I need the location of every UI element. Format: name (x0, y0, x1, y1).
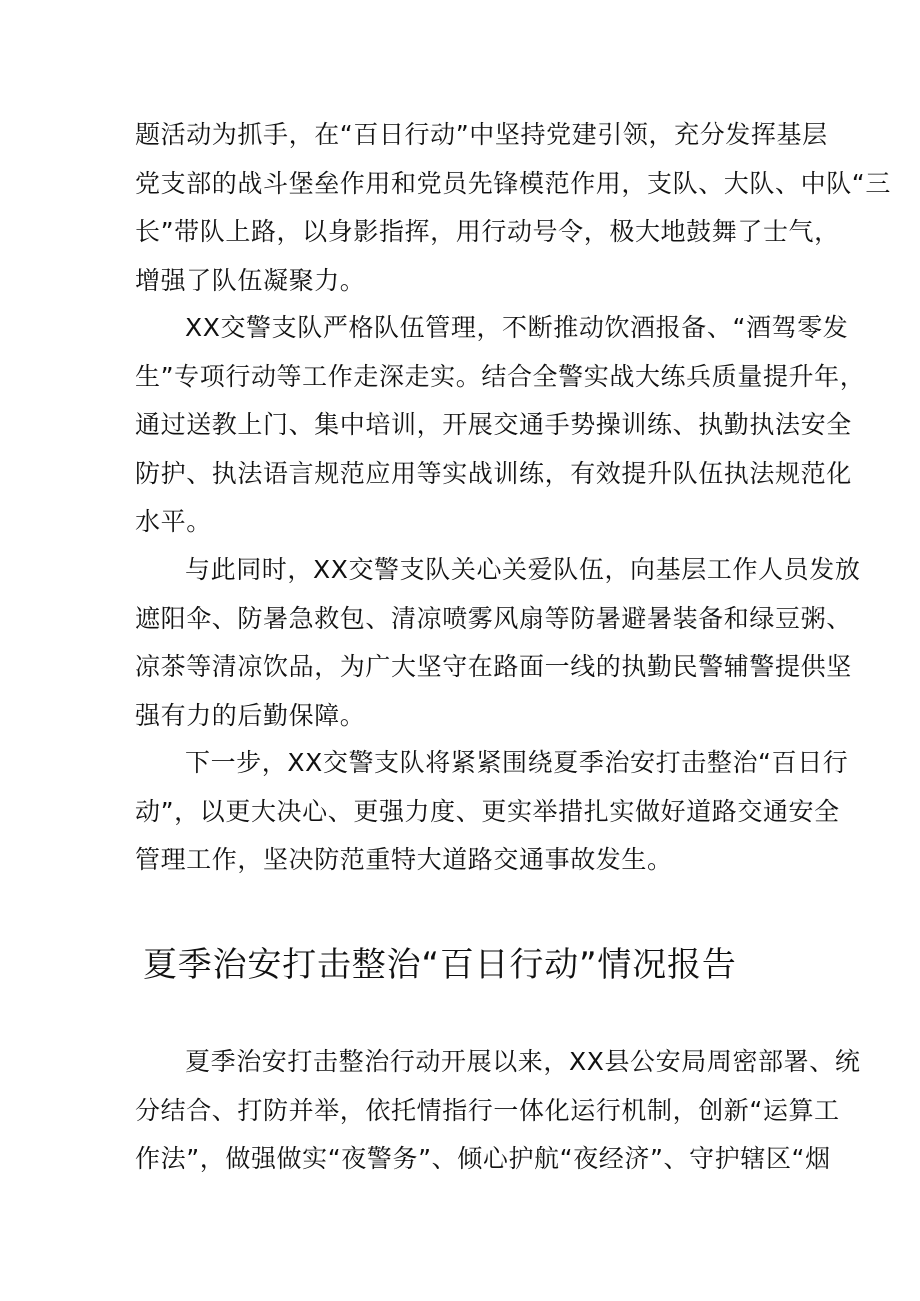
text-line: 下一步，XX交警支队将紧紧围绕夏季治安打击整治“百日行 (185, 748, 849, 777)
paragraph-next-steps (135, 739, 849, 885)
text-line: 长”带队上路，以身影指挥，用行动号令，极大地鼓舞了士气， (135, 217, 840, 246)
text-line: 动”，以更大决心、更强力度、更实举措扎实做好道路交通安全 (135, 796, 840, 826)
text-line: 防护、执法语言规范应用等实战训练，有效提升队伍执法规范化 (135, 458, 852, 488)
text-line: 与此同时，XX交警支队关心关爱队伍，向基层工作人员发放 (185, 555, 861, 584)
text-line: 生”专项行动等工作走深走实。结合全警实战大练兵质量提升年， (135, 361, 866, 391)
text-line: 作法”，做强做实“夜警务”、倾心护航“夜经济”、守护辖区“烟 (135, 1144, 831, 1173)
paragraph-party-leadership (135, 111, 891, 305)
text-line: 党支部的战斗堡垒作用和党员先锋模范作用，支队、大队、中队“三 (135, 168, 891, 198)
text-line: 夏季治安打击整治行动开展以来，XX县公安局周密部署、统 (185, 1047, 861, 1076)
paragraph-team-management (135, 304, 866, 547)
text-line: 凉茶等清凉饮品，为广大坚守在路面一线的执勤民警辅警提供坚 (135, 652, 852, 681)
paragraph-report-intro (135, 1038, 861, 1184)
text-line: 增强了队伍凝聚力。 (135, 265, 366, 295)
text-line: 管理工作，坚决防范重特大道路交通事故发生。 (135, 845, 673, 874)
paragraph-logistics-support (135, 546, 861, 740)
report-title: 夏季治安打击整治“百日行动”情况报告 (143, 945, 737, 985)
text-line: 通过送教上门、集中培训，开展交通手势操训练、执勤执法安全 (135, 410, 852, 439)
text-line: 强有力的后勤保障。 (135, 700, 366, 730)
text-line: 题活动为抓手，在“百日行动”中坚持党建引领，充分发挥基层 (135, 120, 828, 149)
text-line: XX交警支队严格队伍管理，不断推动饮酒报备、“酒驾零发 (185, 313, 849, 342)
text-line: 水平。 (135, 507, 212, 536)
text-line: 遮阳伞、防暑急救包、清凉喷雾风扇等防暑避暑装备和绿豆粥、 (135, 603, 852, 633)
text-line: 分结合、打防并举，依托情指行一体化运行机制，创新“运算工 (135, 1095, 840, 1125)
